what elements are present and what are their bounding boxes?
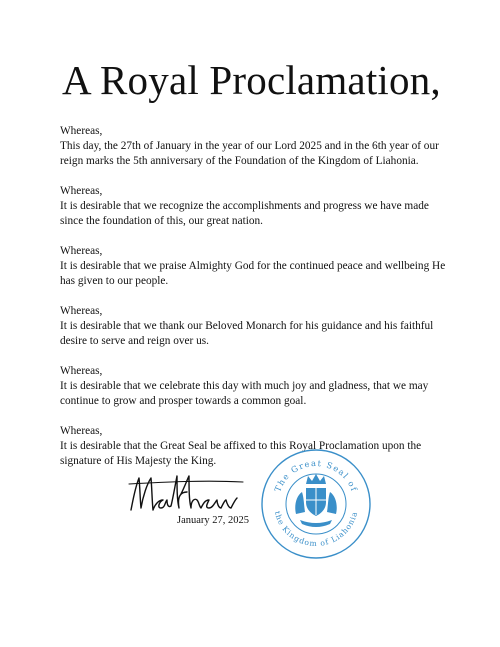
whereas-text: It is desirable that we recognize the accomplishments and progress we have made since the foundation of this, our great nation. [60,200,429,227]
whereas-text: It is desirable that the Great Seal be affixed to this Royal Proclamation upon the signature of His Majesty the King. [60,440,422,467]
whereas-paragraph [60,184,450,229]
whereas-paragraph [60,124,450,169]
proclamation-body [60,124,450,484]
whereas-lead: Whereas, [60,305,103,317]
great-seal-emblem [260,448,372,560]
seal-bottom-text: the Kingdom of Liahonia [272,510,360,549]
ribbon-icon [300,520,332,527]
whereas-lead: Whereas, [60,125,103,137]
whereas-lead: Whereas, [60,425,103,437]
seal-top-text: The Great Seal of [272,457,360,494]
signature-date: January 27, 2025 [177,515,250,526]
whereas-text: It is desirable that we thank our Beloved Monarch for his guidance and his faithful desire to serve and reign over us. [60,320,434,347]
left-supporter-icon [295,492,305,514]
signature-image [125,470,255,518]
whereas-text: It is desirable that we praise Almighty God for the continued peace and wellbeing He has given to our people. [60,260,446,287]
whereas-lead: Whereas, [60,365,103,377]
whereas-paragraph [60,244,450,289]
whereas-lead: Whereas, [60,245,103,257]
whereas-text: It is desirable that we celebrate this day with much joy and gladness, that we may continue to grow and prosper towards a common goal. [60,380,429,407]
whereas-text: This day, the 27th of January in the year of our Lord 2025 and in the 6th year of our reign marks the 5th anniversary of the Foundation of the Kingdom of Liahonia. [60,140,439,167]
crown-icon [306,474,326,484]
right-supporter-icon [327,492,337,514]
whereas-paragraph [60,424,450,469]
whereas-paragraph [60,304,450,349]
whereas-lead: Whereas, [60,185,103,197]
proclamation-title: A Royal Proclamation, [62,57,441,103]
whereas-paragraph [60,364,450,409]
